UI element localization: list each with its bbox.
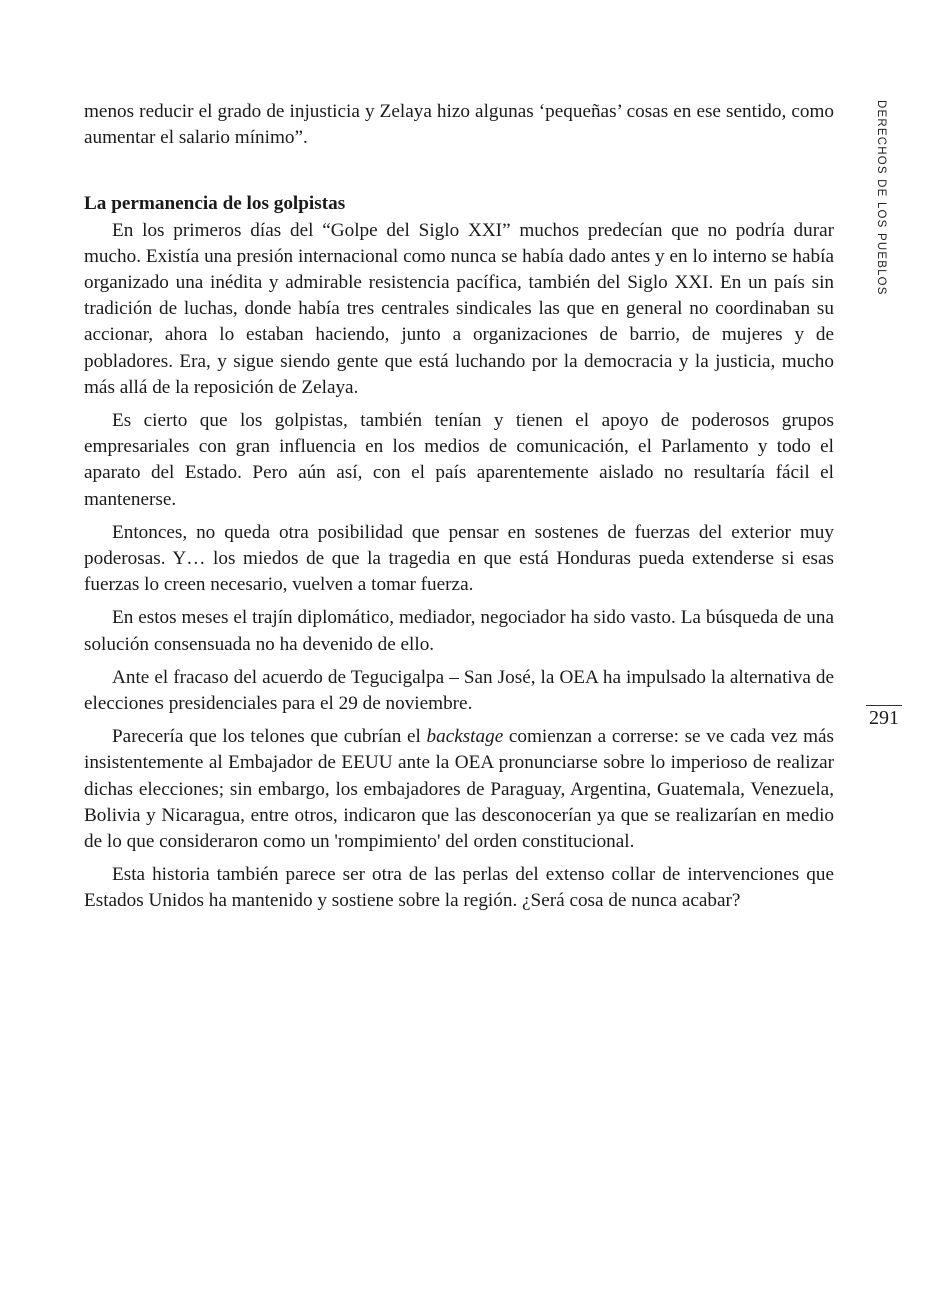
paragraph-5: Ante el fracaso del acuerdo de Tegucigalpa – San José, la OEA ha impulsado la alternativa de elecciones presidenciales para el 29 de noviembre. bbox=[84, 666, 834, 715]
paragraph-2: Es cierto que los golpistas, también tenían y tienen el apoyo de poderosos grupos empresariales con gran influencia en los medios de comunicación, el Parlamento y todo el aparato del Estado. Pero aún así, con el país aparentemente aislado no resultaría fácil el mantenerse. bbox=[84, 410, 834, 510]
paragraph-1: En los primeros días del “Golpe del Siglo XXI” muchos predecían que no podría durar mucho. Existía una presión internacional como nunca se había dado antes y en lo interno se había organizado una inédita y admirable resistencia pacífica, también del Siglo XXI. En un país sin tradición de luchas, donde había tres centrales sindicales las que en general no coordinaban su accionar, ahora lo estaban haciendo, junto a organizaciones de barrio, de mujeres y de pobladores. Era, y sigue siendo gente que está luchando por la democracia y la justicia, mucho más allá de la reposición de Zelaya. bbox=[84, 219, 834, 398]
paragraph-6-start: Parecería que los telones que cubrían el bbox=[112, 726, 427, 748]
running-head: DERECHOS DE LOS PUEBLOS bbox=[875, 100, 887, 296]
paragraph-3: Entonces, no queda otra posibilidad que pensar en sostenes de fuerzas del exterior muy poderosas. Y… los miedos de que la tragedia en que está Honduras pueda extenderse si esas fuerzas lo creen necesario, vuelven a tomar fuerza. bbox=[84, 521, 834, 596]
paragraph-6 bbox=[84, 724, 834, 855]
section-heading: La permanencia de los golpistas bbox=[84, 193, 346, 215]
paragraph-6-italic: backstage bbox=[426, 726, 504, 748]
page-number: 291 bbox=[869, 707, 899, 729]
continuation-paragraph: menos reducir el grado de injusticia y Zelaya hizo algunas ‘pequeñas’ cosas en ese sentido, como aumentar el salario mínimo”. bbox=[84, 101, 834, 149]
paragraph-7: Esta historia también parece ser otra de las perlas del extenso collar de intervenciones que Estados Unidos ha mantenido y sostiene sobre la región. ¿Será cosa de nunca acabar? bbox=[84, 864, 834, 912]
paragraph-4: En estos meses el trajín diplomático, mediador, negociador ha sido vasto. La búsqueda de una solución consensuada no ha devenido de ello. bbox=[84, 607, 834, 655]
body-text-column bbox=[84, 99, 834, 915]
page-number-rule bbox=[866, 705, 902, 706]
paragraph-6-end: comienzan a correrse: se ve cada vez más insistentemente al Embajador de EEUU ante la OEA pronunciarse sobre lo imperioso de realizar dichas elecciones; sin embargo, los embajadores de Paraguay, Argentina, Guatemala, Venezuela, Bolivia y Nicaragua, entre otros, indicaron que las desconocerían ya que se realizarían en medio de lo que consideraron como un 'rompimiento' del orden constitucional. bbox=[84, 726, 834, 853]
